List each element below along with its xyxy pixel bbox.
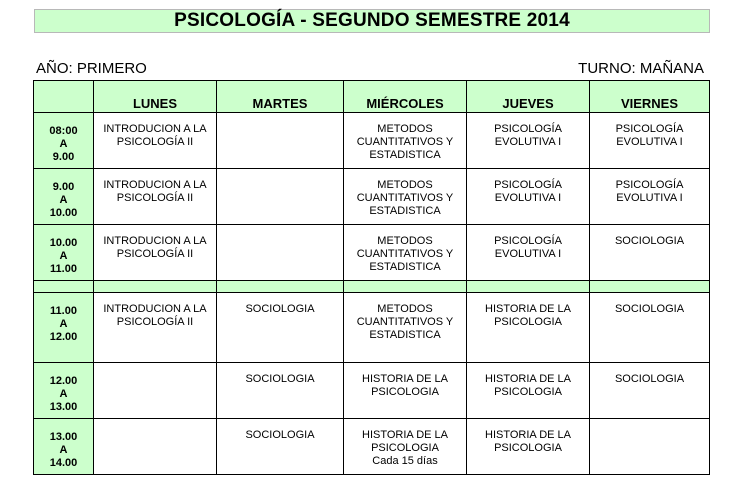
schedule-cell: METODOS CUANTITATIVOS Y ESTADISTICA	[344, 225, 467, 281]
schedule-cell	[94, 363, 217, 419]
table-row	[34, 225, 710, 281]
schedule-cell: PSICOLOGÍA EVOLUTIVA I	[590, 169, 710, 225]
day-header: MIÉRCOLES	[344, 81, 467, 113]
schedule-table	[33, 80, 710, 475]
schedule-cell: SOCIOLOGIA	[217, 293, 344, 363]
schedule-cell: SOCIOLOGIA	[217, 363, 344, 419]
schedule-cell: PSICOLOGÍA EVOLUTIVA I	[467, 113, 590, 169]
schedule-cell	[217, 113, 344, 169]
schedule-cell: INTRODUCION A LA PSICOLOGÍA II	[94, 225, 217, 281]
table-row	[34, 113, 710, 169]
schedule-cell: SOCIOLOGIA	[590, 363, 710, 419]
corner-cell	[34, 81, 94, 113]
schedule-cell: HISTORIA DE LA PSICOLOGIA	[467, 293, 590, 363]
day-header: MARTES	[217, 81, 344, 113]
time-slot: 13.00 A 14.00	[34, 419, 94, 475]
schedule-cell	[94, 419, 217, 475]
time-slot: 11.00 A 12.00	[34, 293, 94, 363]
schedule-cell	[344, 419, 467, 475]
break-cell	[94, 281, 217, 293]
day-header: VIERNES	[590, 81, 710, 113]
table-row	[34, 293, 710, 363]
schedule-cell	[590, 419, 710, 475]
shift-label: TURNO: MAÑANA	[578, 60, 704, 77]
schedule-cell: SOCIOLOGIA	[590, 293, 710, 363]
schedule-cell: METODOS CUANTITATIVOS Y ESTADISTICA	[344, 113, 467, 169]
schedule-cell: PSICOLOGÍA EVOLUTIVA I	[467, 169, 590, 225]
schedule-cell: HISTORIA DE LA PSICOLOGIA	[467, 419, 590, 475]
day-header: JUEVES	[467, 81, 590, 113]
schedule-cell: METODOS CUANTITATIVOS Y ESTADISTICA	[344, 293, 467, 363]
schedule-cell: SOCIOLOGIA	[590, 225, 710, 281]
time-slot: 9.00 A 10.00	[34, 169, 94, 225]
year-label: AÑO: PRIMERO	[36, 60, 147, 77]
table-row	[34, 169, 710, 225]
time-slot: 10.00 A 11.00	[34, 225, 94, 281]
schedule-cell: INTRODUCION A LA PSICOLOGÍA II	[94, 293, 217, 363]
schedule-cell: METODOS CUANTITATIVOS Y ESTADISTICA	[344, 169, 467, 225]
break-cell	[467, 281, 590, 293]
schedule-cell: HISTORIA DE LA PSICOLOGIA	[344, 363, 467, 419]
schedule-cell: HISTORIA DE LA PSICOLOGIA	[467, 363, 590, 419]
break-row	[34, 281, 710, 293]
break-cell	[590, 281, 710, 293]
subject-text: HISTORIA DE LA PSICOLOGIA	[362, 429, 448, 454]
break-cell	[344, 281, 467, 293]
break-cell	[34, 281, 94, 293]
schedule-cell: SOCIOLOGIA	[217, 419, 344, 475]
schedule-cell: PSICOLOGÍA EVOLUTIVA I	[467, 225, 590, 281]
schedule-cell	[217, 169, 344, 225]
header-row	[34, 81, 710, 113]
schedule-title: PSICOLOGÍA - SEGUNDO SEMESTRE 2014	[34, 9, 710, 33]
break-cell	[217, 281, 344, 293]
time-slot: 12.00 A 13.00	[34, 363, 94, 419]
schedule-cell: PSICOLOGÍA EVOLUTIVA I	[590, 113, 710, 169]
schedule-cell	[217, 225, 344, 281]
table-row	[34, 363, 710, 419]
biweekly-note: Cada 15 días	[372, 455, 438, 467]
schedule-cell: INTRODUCION A LA PSICOLOGÍA II	[94, 113, 217, 169]
time-slot: 08:00 A 9.00	[34, 113, 94, 169]
day-header: LUNES	[94, 81, 217, 113]
table-row	[34, 419, 710, 475]
schedule-cell: INTRODUCION A LA PSICOLOGÍA II	[94, 169, 217, 225]
